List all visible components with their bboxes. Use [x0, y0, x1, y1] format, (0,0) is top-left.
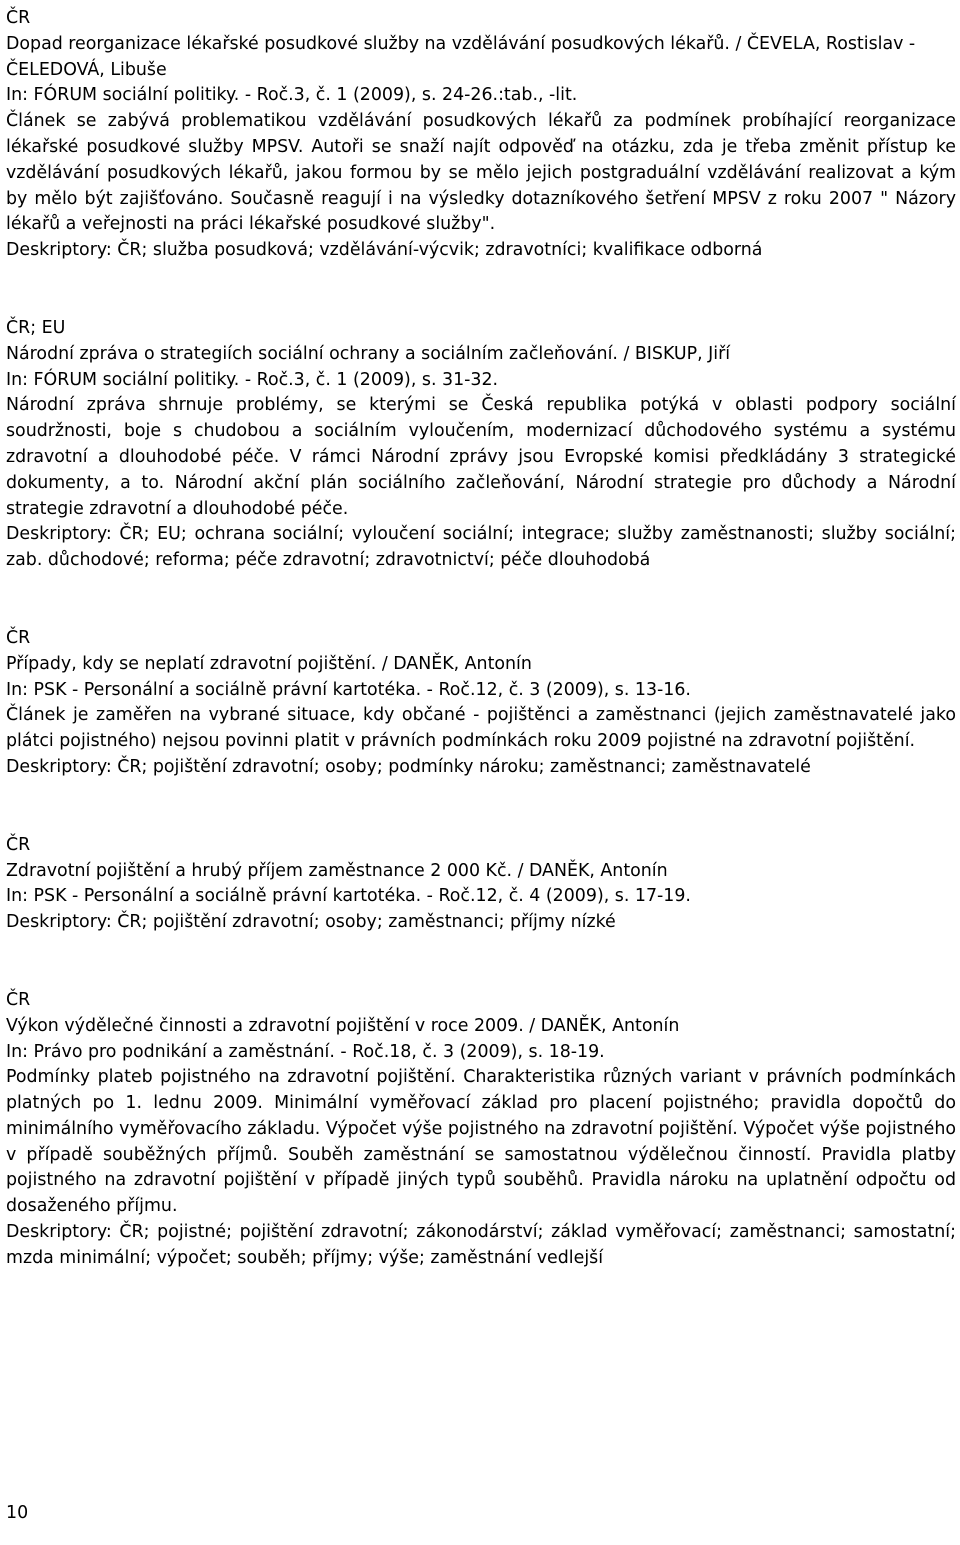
entry-source: In: FÓRUM sociální politiky. - Roč.3, č. 1 (2009), s. 24-26.:tab., -lit.: [6, 85, 578, 106]
bibliographic-entry: [6, 626, 956, 781]
bibliographic-entry: [6, 316, 956, 574]
bibliographic-entry: [6, 988, 956, 1272]
entry-region: ČR: [6, 8, 31, 28]
entry-descriptors: Deskriptory: ČR; služba posudková; vzdělávání-výcvik; zdravotníci; kvalifikace odborná: [6, 240, 763, 261]
entry-title: Případy, kdy se neplatí zdravotní pojištění. / DANĚK, Antonín: [6, 653, 532, 674]
entry-separator: [6, 264, 956, 316]
entry-source: In: PSK - Personální a sociálně právní kartotéka. - Roč.12, č. 3 (2009), s. 13-16.: [6, 679, 691, 700]
document-page: [6, 6, 956, 1272]
entry-abstract: Článek je zaměřen na vybrané situace, kdy občané - pojištěnci a zaměstnanci (jejich zaměstnavatelé jako plátci pojistného) nejsou povinni platit v právních podmínkách roku 2009 pojistné na zdravotní pojištění.: [6, 705, 956, 752]
entry-abstract: Článek se zabývá problematikou vzdělávání posudkových lékařů za podmínek probíhající reorganizace lékařské posudkové služby MPSV. Autoři se snaží najít odpověď na otázku, zda je třeba změnit přístup ke vzdělávání posudkových lékařů, jakou formou by se mělo jejich postgraduální vzdělávání realizovat a kým by mělo být zajišťováno. Současně reagují i na výsledky dotazníkového šetření MPSV z roku 2007 " Názory lékařů a veřejnosti na práci lékařské posudkové služby".: [6, 111, 956, 235]
entry-descriptors: Deskriptory: ČR; pojistné; pojištění zdravotní; zákonodárství; základ vyměřovací; zaměstnanci; samostatní; mzda minimální; výpočet; souběh; příjmy; výše; zaměstnání vedlejší: [6, 1222, 956, 1268]
entry-source: In: FÓRUM sociální politiky. - Roč.3, č. 1 (2009), s. 31-32.: [6, 369, 499, 390]
entry-title: Výkon výdělečné činnosti a zdravotní pojištění v roce 2009. / DANĚK, Antonín: [6, 1015, 680, 1036]
entry-source: In: PSK - Personální a sociálně právní kartotéka. - Roč.12, č. 4 (2009), s. 17-19.: [6, 886, 691, 907]
entry-region: ČR; EU: [6, 317, 66, 338]
entry-region: ČR: [6, 627, 31, 648]
entry-separator: [6, 781, 956, 833]
bibliographic-entry: [6, 833, 956, 936]
entry-region: ČR: [6, 834, 31, 855]
entry-descriptors: Deskriptory: ČR; pojištění zdravotní; osoby; podmínky nároku; zaměstnanci; zaměstnavatelé: [6, 756, 811, 777]
entry-separator: [6, 936, 956, 988]
page-number: 10: [6, 1503, 29, 1523]
bibliographic-entry: [6, 6, 956, 264]
entry-abstract: Podmínky plateb pojistného na zdravotní pojištění. Charakteristika různých variant v právních podmínkách platných po 1. lednu 2009. Minimální vyměřovací základ pro placení pojistného; pravidla dopočtů do minimálního vyměřovacího základu. Výpočet výše pojistného na zdravotní pojištění. Výpočet výše pojistného v případě souběžných příjmů. Souběh zaměstnání se samostatnou výdělečnou činností. Pravidla platby pojistného na zdravotní pojištění v případě jiných typů souběhů. Pravidla nároku na uplatnění odpočtu od dosaženého příjmu.: [6, 1067, 956, 1217]
entry-title: Dopad reorganizace lékařské posudkové služby na vzdělávání posudkových lékařů. / ČEVELA, Rostislav - ČELEDOVÁ, Libuše: [6, 33, 916, 80]
entry-title: Národní zpráva o strategiích sociální ochrany a sociálním začleňování. / BISKUP, Jiří: [6, 343, 731, 364]
entry-descriptors: Deskriptory: ČR; pojištění zdravotní; osoby; zaměstnanci; příjmy nízké: [6, 912, 616, 933]
entry-region: ČR: [6, 989, 31, 1010]
entry-abstract: Národní zpráva shrnuje problémy, se kterými se Česká republika potýká v oblasti podpory sociální soudržnosti, boje s chudobou a sociálním vyloučením, modernizací důchodového systému a systému zdravotní a dlouhodobé péče. V rámci Národní zprávy jsou Evropské komisi předkládány 3 strategické dokumenty, a to. Národní akční plán sociálního začleňování, Národní strategie pro důchody a Národní strategie zdravotní a dlouhodobé péče.: [6, 395, 956, 519]
entry-source: In: Právo pro podnikání a zaměstnání. - Roč.18, č. 3 (2009), s. 18-19.: [6, 1041, 605, 1062]
entry-descriptors: Deskriptory: ČR; EU; ochrana sociální; vyloučení sociální; integrace; služby zaměstnanosti; služby sociální; zab. důchodové; reforma; péče zdravotní; zdravotnictví; péče dlouhodobá: [6, 524, 956, 571]
entry-separator: [6, 574, 956, 626]
entry-title: Zdravotní pojištění a hrubý příjem zaměstnance 2 000 Kč. / DANĚK, Antonín: [6, 860, 668, 881]
